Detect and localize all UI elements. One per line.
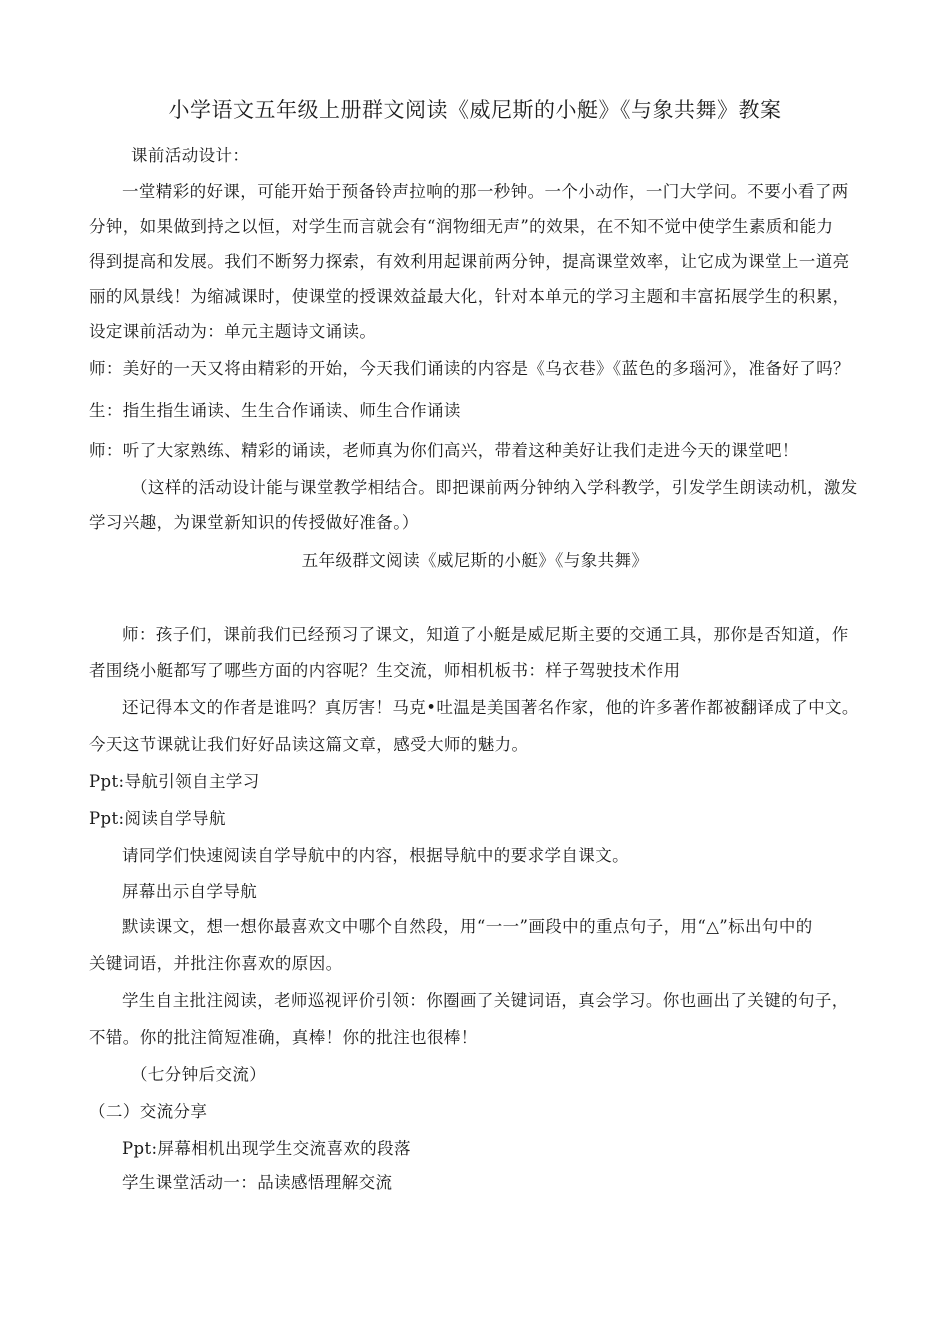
feedback-line-1: 学生自主批注阅读，老师巡视评价引领：你圈画了关键词语，真会学习。你也画出了关键的句子， [122, 991, 849, 1010]
seven-minutes-note: （七分钟后交流） [131, 1065, 267, 1084]
screen-line: 屏幕出示自学导航 [122, 882, 258, 901]
ppt-reading-guide: Ppt:阅读自学导航 [89, 809, 226, 828]
ppt-student-sharing: Ppt:屏幕相机出现学生交流喜欢的段落 [122, 1139, 411, 1158]
intro-line-4: 丽的风景线！为缩减课时，使课堂的授课效益最大化，针对本单元的学习主题和丰富拓展学生的积累， [89, 287, 850, 306]
task-line-2: 关键词语，并批注你喜欢的原因。 [89, 954, 343, 973]
intro-line-1: 一堂精彩的好课，可能开始于预备铃声拉响的那一秒钟。一个小动作，一门大学问。不要小看了两 [122, 182, 849, 201]
intro-line-2: 分钟，如果做到持之以恒，对学生而言就会有“润物细无声”的效果，在不知不觉中使学生素质和能力 [89, 217, 834, 236]
teacher-intro-line-2: 者围绕小艇都写了哪些方面的内容呢？生交流，师相机板书：样子驾驶技术作用 [89, 661, 681, 680]
dialogue-student: 生：指生指生诵读、生生合作诵读、师生合作诵读 [89, 401, 461, 420]
section-two-heading: （二）交流分享 [89, 1102, 208, 1121]
instruction-line: 请同学们快速阅读自学导航中的内容，根据导航中的要求学自课文。 [122, 846, 629, 865]
dialogue-teacher-2: 师：听了大家熟练、精彩的诵读，老师真为你们高兴，带着这种美好让我们走进今天的课堂吧！ [89, 441, 799, 460]
lesson-subtitle: 五年级群文阅读《威尼斯的小艇》《与象共舞》 [301, 551, 649, 570]
intro-line-3: 得到提高和发展。我们不断努力探索，有效利用起课前两分钟，提高课堂效率，让它成为课堂上一道亮 [89, 252, 850, 271]
feedback-line-2: 不错。你的批注简短准确，真棒！你的批注也很棒！ [89, 1028, 478, 1047]
note-line-1: （这样的活动设计能与课堂教学相结合。即把课前两分钟纳入学科教学，引发学生朗读动机，激发 [131, 478, 858, 497]
ppt-navigation: Ppt:导航引领自主学习 [89, 772, 260, 791]
task-line-1: 默读课文，想一想你最喜欢文中哪个自然段，用“一一”画段中的重点句子，用“△”标出句中的 [122, 917, 813, 936]
section-label: 课前活动设计： [131, 146, 250, 165]
author-line-1: 还记得本文的作者是谁吗？真厉害！马克•吐温是美国著名作家，他的许多著作都被翻译成了中文。 [122, 698, 859, 717]
note-line-2: 学习兴趣，为课堂新知识的传授做好准备。） [89, 513, 419, 532]
document-title: 小学语文五年级上册群文阅读《威尼斯的小艇》《与象共舞》教案 [168, 98, 782, 122]
teacher-intro-line-1: 师：孩子们，课前我们已经预习了课文，知道了小艇是威尼斯主要的交通工具，那你是否知道，作 [122, 625, 849, 644]
intro-line-5: 设定课前活动为：单元主题诗文诵读。 [89, 322, 377, 341]
author-line-2: 今天这节课就让我们好好品读这篇文章，感受大师的魅力。 [89, 735, 529, 754]
activity-one: 学生课堂活动一：品读感悟理解交流 [122, 1173, 393, 1192]
dialogue-teacher-1: 师：美好的一天又将由精彩的开始，今天我们诵读的内容是《乌衣巷》《蓝色的多瑙河》，准备好了吗？ [89, 359, 850, 378]
